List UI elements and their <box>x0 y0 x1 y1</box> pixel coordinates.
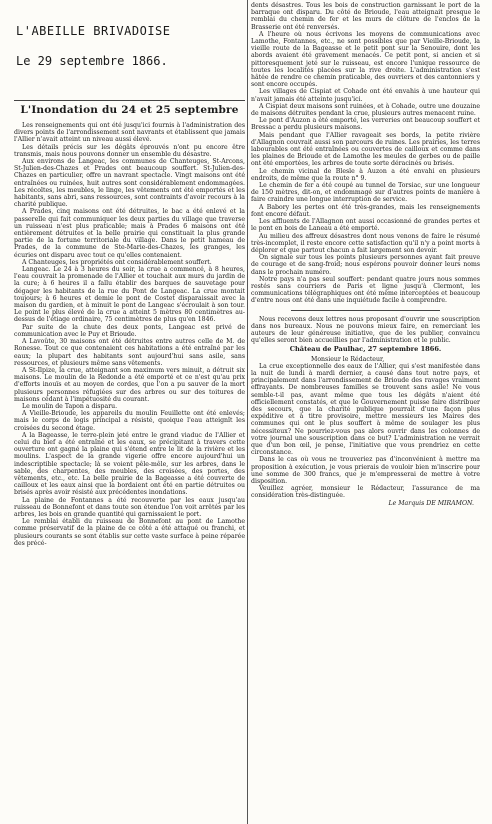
letter-paragraph: Dans le cas où vous ne trouveriez pas d'inconvénient à mettre ma proposition à exécution, je vous prierais de vouloir bien m'inscrire pour une somme de 300 francs, que je m'empresserai de mettre à votre disposition. <box>251 456 480 485</box>
article-paragraph: Notre pays n'a pas seul souffert: pendant quatre jours nous sommes restés sans courriers de Paris et ligne jusqu'à Clermont, les communications télégraphiques ont été même interceptées et beaucoup d'entre nous ont été dans une inquiétude facile à comprendre. <box>251 275 480 305</box>
article-paragraph: A la Bageasse, le terre-plein jeté entre le grand viaduc de l'Allier et celui du bief a été entraîné et les eaux, se précipitant à travers cette ouverture ont gagné la plaine qui s'étend entre le lit de la rivière et les moulins. L'aspect de la grande vigerie offre encore aujourd'hui un indescriptible spectacle; là se voient pêle-mêle, sur les arbres, dans le sable, des charpentes, des meubles, des croisées, des portes, des vêtements, etc., etc. La belle prairie de la Bageasse a été couverte de cailloux et les eaux ainsi que la bordaient ont été en partie détruites ou brisés après avoir résisté aux précédentes inondations. <box>14 431 245 497</box>
announcement-paragraph: Nous recevons deux lettres nous proposant d'ouvrir une souscription dans nos bureaux. Nous ne pouvons mieux faire, en remerciant les auteurs de leur généreuse initiative, que de les publier, convaincu qu'elles seront bien accueillies par l'administration et le public. <box>251 315 480 345</box>
article-paragraph: Les renseignements qui ont été jusqu'ici fournis à l'administration des divers points de l'arrondissement sont navrants et établissent que jamais l'Allier n'avait atteint un niveau aussi élevé. <box>14 122 245 144</box>
article-paragraph: dents désastres. Tous les bois de construction garnissant le port de la barraque ont disparu. Du côté de Brioude, l'eau atteignait presque le remblai du chemin de fer et les murs de clôture de l'enclos de la Brasserie ont été renversés. <box>251 2 480 31</box>
article-paragraph: Les affluents de l'Allagnon ont aussi occasionné de grandes pertes et le pont en bois de Laneau a été emporté. <box>251 218 480 233</box>
article-paragraph: On signale sur tous les points plusieurs personnes ayant fait preuve de courage et de sang-froid; nous espérons pouvoir donner leurs noms dans le prochain numéro. <box>251 254 480 276</box>
header-divider <box>14 100 245 101</box>
article-paragraph: A Babory les pertes ont été très-grandes, mais les renseignements font encore défaut. <box>251 203 480 218</box>
article-paragraph: Le pont d'Auzon a été emporté, les verreries ont beaucoup souffert et Bressac a perdu plusieurs maisons. <box>251 117 480 132</box>
article-paragraph: A Chanteuges, les propriétés ont considérablement souffert. <box>22 258 212 266</box>
masthead: L'ABEILLE BRIVADOISE <box>16 24 171 38</box>
article-paragraph: Au milieu des affreux désastres dont nous venons de faire le résumé très-incomplet, il reste encore cette satisfaction qu'il n'y a point morts à déplorer et que partout chacun a fait largement son devoir. <box>251 232 480 254</box>
article-paragraph: Aux environs de Langeac, les communes de Chanteuges, St-Arcons, St-Julien-des-Chazes et Prades ont beaucoup souffert. St-Julien-des-Chazes en particulier, offre un navrant spectacle. Vingt maisons ont été entraînées ou ruinées, huit autres sont considérablement endommagées. Les récoltes, les meubles, le linge, les vêtements ont été emportés et les habitants, sans abri, sans ressources, sont contraints d'avoir recours à la charité publique. <box>14 158 245 209</box>
article-paragraph: Mais pendant que l'Allier ravageait ses bords, la petite rivière d'Allagnon couvrait aussi son parcours de ruines. Les prairies, les terres labourables ont été entraînées ou couvertes de cailloux et comme dans les plaines de Brioude et de Lamothe les meules de gerbes ou de paille ont été emportées, les arbres de toute sorte déracinés ou brisés. <box>251 131 480 168</box>
article-paragraph: A St-Ilpize, la crue, atteignant son maximum vers minuit, a détruit six maisons. Le moulin de la Redonde a été emporté et ce n'est qu'au prix d'efforts inouïs et au moyen de cordes, que l'on a pu sauver de la mort plusieurs personnes réfugiées sur des arbres ou sur des toitures de maisons cédant à l'impétuosité du courant. <box>14 366 245 403</box>
article-paragraph: Langeac. Le 24 à 3 heures du soir, la crue a commencé, à 8 heures, l'eau couvrait la promenade de l'Allier et touchait aux murs du jardin de la cure; à 6 heures il a fallu établir des barques de sauvetage pour dégager les habitants de la rue du Pont de Langeac. La crue montait toujours; à 6 heures et demie le pont de Costet disparaissait avec la maison du gardien, et à minuit le pont de Langeac s'écroulait à son tour. Le point le plus élevé de la crue a atteint 5 mètres 80 centimètres au-dessus de l'étiage ordinaire, 75 centimètres de plus qu'en 1846. <box>14 266 245 324</box>
article-paragraph: A Cispiat deux maisons sont ruinées, et à Cohade, outre une douzaine de maisons détruites pendant la crue, plusieurs autres menacent ruine. <box>251 102 480 118</box>
letter-paragraph: La crue exceptionnelle des eaux de l'Allier, qui s'est manifestée dans la nuit de lundi à mardi dernier, a causé dans tout notre pays, et principalement dans l'arrondissement de Brioude des ravages vraiment effrayants. De nombreuses familles se trouvent sans asile! Ne vous semble-t-il pas, avant même que tous les dégâts n'aient été officiellement constatés, et que le Gouvernement puisse faire distribuer des secours, que la charité publique pourrait d'une façon plus expéditive et à titre provisoire, mettre messieurs les Maires des communes qui ont le plus souffert à même de soulager les plus nécessiteux? Ne pourriez-vous pas alors ouvrir dans les colonnes de votre journal une souscription dans ce but? L'administration ne verrait que d'un bon œil, je pense, l'initiative que vous prendriez en cette circonstance. <box>251 362 480 457</box>
article-paragraph: Le chemin vicinal de Blesle à Auzon a été envahi en plusieurs endroits, de même que la route n° 9. <box>251 167 480 182</box>
article-paragraph: Par suite de la chute des deux ponts, Langeac est privé de communication avec le Puy et Brioude. <box>14 323 245 338</box>
letter-place-date: Château de Paulhac, 27 septembre 1866. <box>289 345 442 354</box>
article-paragraph: La plaine de Fontannes a été recouverte par les eaux jusqu'au ruisseau de Bonnefont et dans toute son étendue l'on voit arrêtés par les arbres, les bois en grande quantité qui garnissaient le port. <box>14 496 245 518</box>
article-paragraph: Le remblai établi du ruisseau de Bonnefont au pont de Lamothe comme préservatif de la plaine de ce côté a été attaqué ou franchi, et plusieurs courants se sont établis sur cette vaste surface à peine réparée des précé- <box>14 518 245 547</box>
article-paragraph: Le moulin de Tapon a disparu. <box>22 402 118 410</box>
article-paragraph: A Lavoûte, 30 maisons ont été détruites entre autres celle de M. de Ronesse. Tout ce que contenaient ces habitations a été entraîné par les eaux; la plupart des habitants sont aujourd'hui sans asile, sans ressources, et plusieurs même sans vêtements. <box>14 338 245 367</box>
article-paragraph: Les détails précis sur les dégâts éprouvés n'ont pu encore être transmis, mais nous pouvons donner un ensemble du désastre. <box>14 143 245 158</box>
article-headline: L'Inondation du 24 et 25 septembre <box>20 104 239 116</box>
section-divider <box>291 310 440 311</box>
column-divider <box>247 0 248 824</box>
article-paragraph: A l'heure où nous écrivons les moyens de communications avec Lamothe, Fontannes, etc., ne sont possibles que par Vieille-Brioude, la vieille route de la Bageasse et le petit pont sur la Senouire, dont les abords avaient été gravement menacés. Ce petit pont, si ancien et si pittoresquement jeté sur le ruisseau, est encore l'unique ressource de toutes les localités placées sur la rive droite. L'administration s'est hâtée de rendre ce chemin praticable, des ouvriers et des cantonniers y sont encore occupés. <box>251 30 480 89</box>
letter-signature: Le Marquis DE MIRAMON. <box>388 499 474 507</box>
right-column <box>251 2 480 507</box>
article-paragraph: A Vieille-Brioude, les appareils du moulin Feuillette ont été enlevés; mais le corps de logis principal a résisté, quoique l'eau atteignît les croisées du second étage. <box>14 410 245 432</box>
article-paragraph: A Prades, cinq maisons ont été détruites, le bac a été enlevé et la passerelle qui fait communiquer les deux parties du village que traverse un ruisseau n'est plus praticable; mais à Prades 6 maisons ont été entièrement détruites et la belle prairie qui constituait la plus grande partie de la fortune territoriale du village. Dans le petit hameau de Prades, de la commune de Ste-Marie-des-Chazes, les granges, les écuries ont disparu avec tout ce qu'elles contenaient. <box>14 208 245 259</box>
article-paragraph: Le chemin de fer a été coupé au tunnel de Torsiac, sur une longueur de 150 mètres, dit-on, et endommagé sur d'autres points de manière à faire craindre une longue interruption de service. <box>251 182 480 204</box>
letter-paragraph: Veuillez agréer, monsieur le Rédacteur, l'assurance de ma considération très-distinguée. <box>251 485 480 500</box>
article-paragraph: Les villages de Cispiat et Cohade ont été envahis à une hauteur qui n'avait jamais été atteinte jusqu'ici. <box>251 88 480 103</box>
left-column <box>14 122 245 547</box>
issue-date: Le 29 septembre 1866. <box>16 54 168 68</box>
letter-salutation: Monsieur le Rédacteur, <box>311 355 385 363</box>
